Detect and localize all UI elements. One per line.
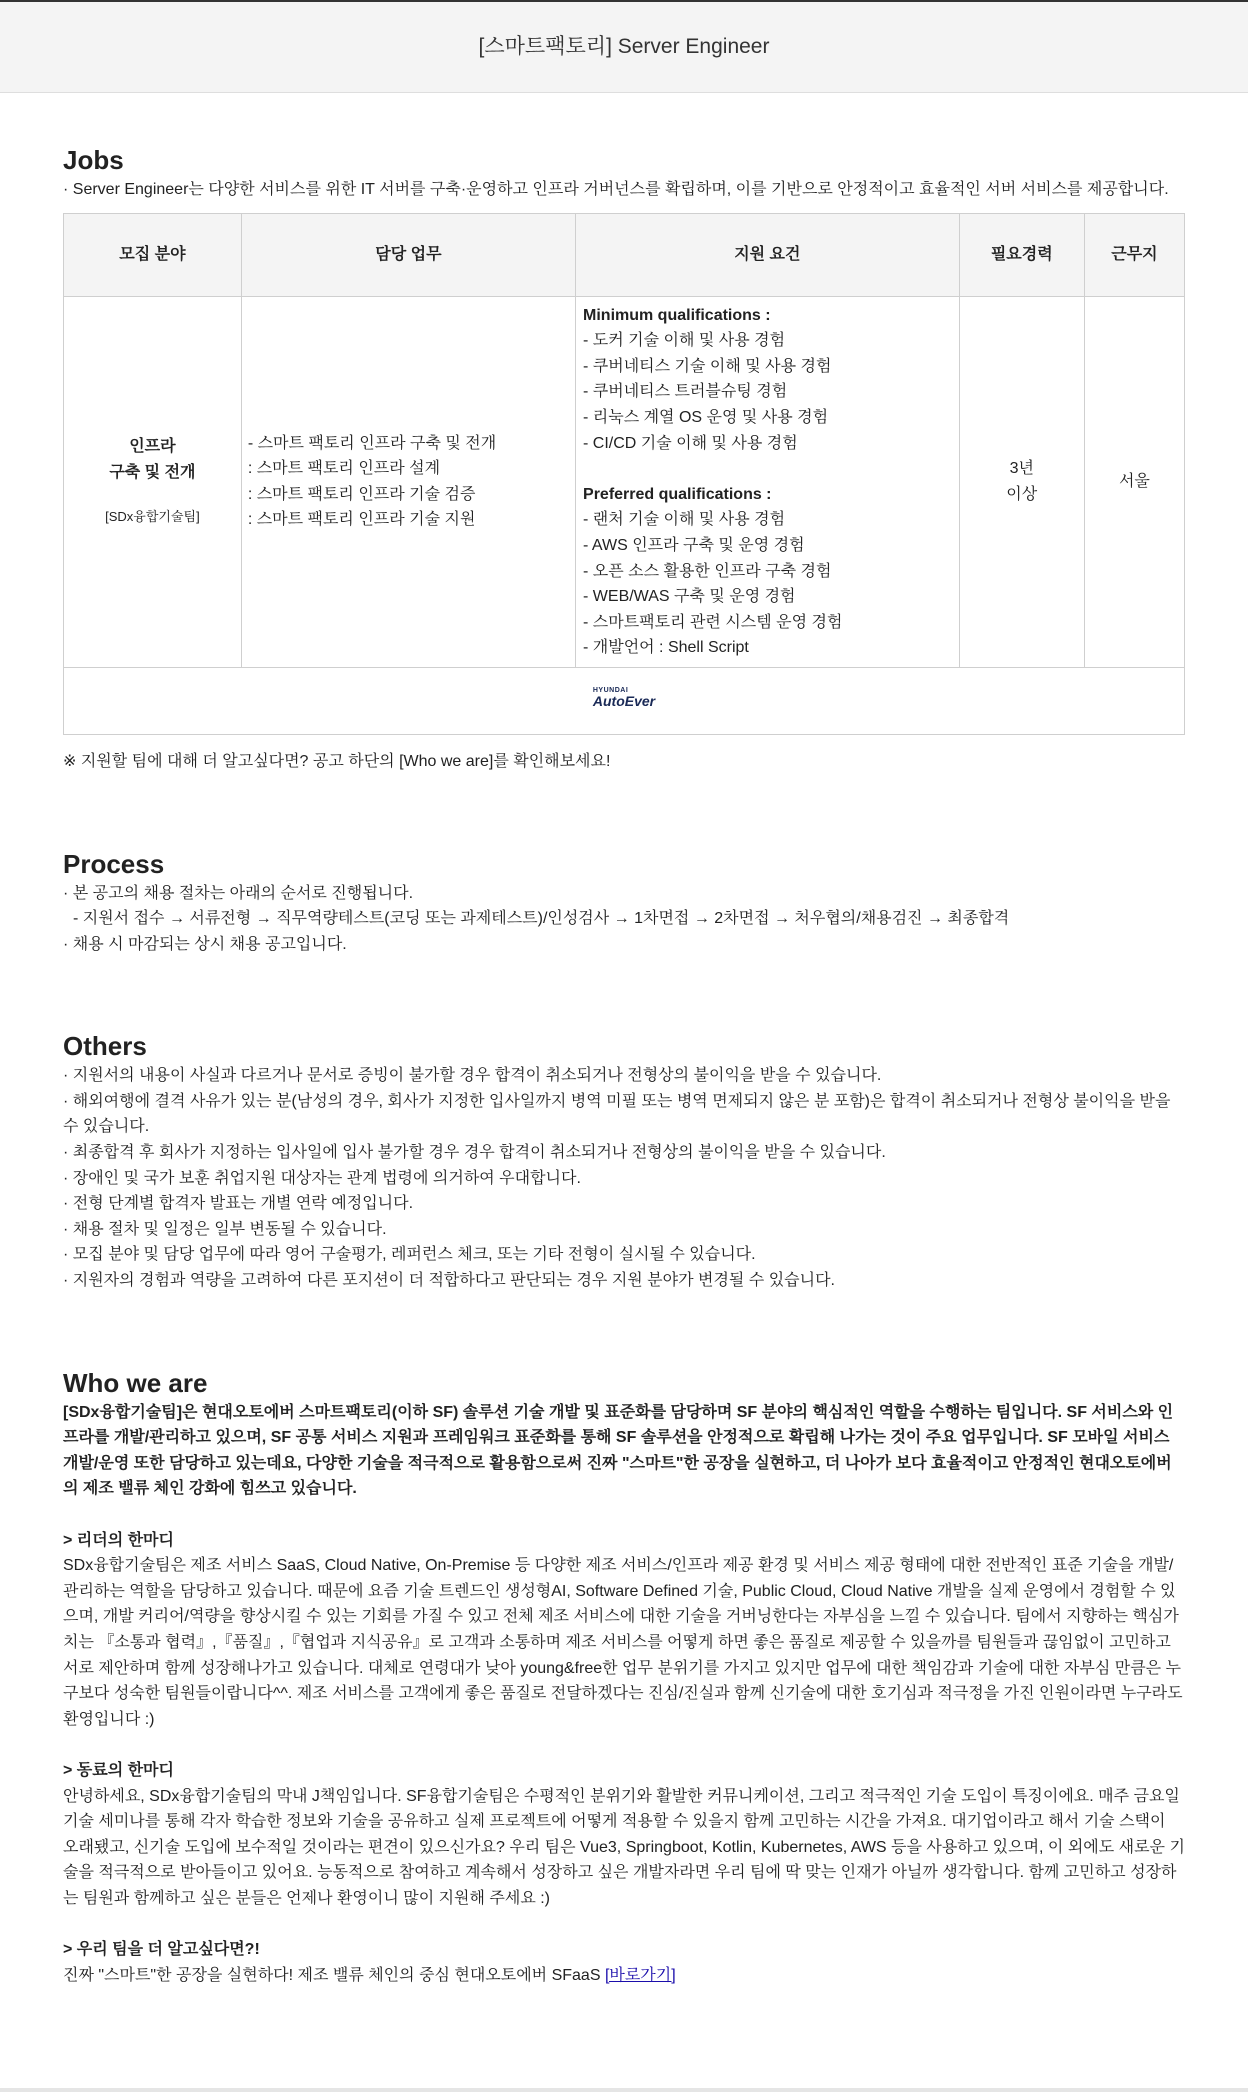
others-line: · 채용 절차 및 일정은 일부 변동될 수 있습니다. xyxy=(63,1220,387,1238)
process-line: · 채용 시 마감되는 상시 채용 공고입니다. xyxy=(63,935,347,953)
spacer xyxy=(583,456,952,482)
header-location: 근무지 xyxy=(1084,213,1184,296)
others-heading: Others xyxy=(63,1031,147,1062)
jobs-table xyxy=(63,213,1185,735)
logo-top-text: HYUNDAI xyxy=(592,687,629,695)
pref-qual-item: - 스마트팩토리 관련 시스템 운영 경험 xyxy=(583,613,843,631)
field-cell xyxy=(64,296,242,667)
header-duty: 담당 업무 xyxy=(241,213,575,296)
header-field: 모집 분야 xyxy=(64,213,242,296)
logo-row xyxy=(64,667,1185,734)
duty-item: : 스마트 팩토리 인프라 기술 지원 xyxy=(247,511,476,529)
others-line: · 해외여행에 결격 사유가 있는 분(남성의 경우, 회사가 지정한 입사일까지 병역 미필 또는 병역 면제되지 않은 분 포함)은 합격이 취소되거나 전형상 불이익을 받을 수 있습니다. xyxy=(63,1092,1171,1136)
duty-cell xyxy=(241,296,575,667)
main-content xyxy=(0,143,1248,1988)
shortcut-link[interactable]: [바로가기] xyxy=(604,1966,676,1984)
logo-main-text: AutoEver xyxy=(592,693,656,710)
others-line: · 지원자의 경험과 역량을 고려하여 다른 포지션이 더 적합하다고 판단되는 경우 지원 분야가 변경될 수 있습니다. xyxy=(63,1272,835,1290)
footer-divider xyxy=(0,2088,1248,2092)
jobs-heading: Jobs xyxy=(63,145,124,175)
duty-item: : 스마트 팩토리 인프라 설계 xyxy=(247,460,441,478)
min-qual-item: - 도커 기술 이해 및 사용 경험 xyxy=(583,332,786,350)
others-line: · 전형 단계별 합격자 발표는 개별 연락 예정입니다. xyxy=(63,1195,414,1213)
pref-qual-item: - 랜처 기술 이해 및 사용 경험 xyxy=(583,511,786,529)
experience-line2: 이상 xyxy=(1006,485,1038,503)
field-team: [SDx융합기술팀] xyxy=(105,508,200,524)
team-note: ※ 지원할 팀에 대해 더 알고싶다면? 공고 하단의 [Who we are]를 확인해보세요! xyxy=(63,752,611,770)
field-title-line1: 인프라 xyxy=(129,438,176,456)
who-section xyxy=(63,1366,1185,1989)
others-line: · 장애인 및 국가 보훈 취업지원 대상자는 관계 법령에 의거하여 우대합니다. xyxy=(63,1169,581,1187)
field-title-line2: 구축 및 전개 xyxy=(109,463,196,481)
who-heading: Who we are xyxy=(63,1367,208,1398)
location-value: 서울 xyxy=(1118,472,1150,490)
min-qual-item: - 리눅스 계열 OS 운영 및 사용 경험 xyxy=(583,408,829,426)
leader-title: > 리더의 한마디 xyxy=(63,1531,174,1549)
header-experience: 필요경력 xyxy=(959,213,1084,296)
leader-text: SDx융합기술팀은 제조 서비스 SaaS, Cloud Native, On-Premise 등 다양한 제조 서비스/인프라 제공 환경 및 서비스 제공 형태에 대한 전반적인 표준 기술을 개발/관리하는 역할을 담당하고 있습니다. 때문에 요즘 기술 트렌드인 생성형AI, Software Defined 기술, Public Cloud, Cloud Native 개발을 실제 운영에서 경험할 수 있으며, 개발 커리어/역량을 향상시킬 수 있는 기회를 가질 수 있고 전체 제조 서비스에 대한 기술을 거버닝한다는 자부심을 느낄 수 있습니다. 팀에서 지향하는 핵심가치는 『소통과 협력』,『품질』,『협업과 지식공유』로 고객과 소통하며 제조 서비스를 어떻게 하면 좋은 품질로 제공할 수 있을까를 팀원들과 끊임없이 고민하고 서로 제안하며 함께 성장해나가고 있습니다. 대체로 연령대가 낮아 young&free한 업무 분위기를 가지고 있지만 업무에 대한 책임감과 기술에 대한 자부심 만큼은 누구보다 성숙한 팀원들이랍니다^^. 제조 서비스를 고객에게 좋은 품질로 전달하겠다는 진심/진실과 함께 신기술에 대한 호기심과 적극정을 가진 인원이라면 누구라도 환영입니다 :) xyxy=(63,1557,1183,1728)
experience-cell xyxy=(959,296,1084,667)
jobs-table-row xyxy=(64,296,1185,667)
duty-item: - 스마트 팩토리 인프라 구축 및 전개 xyxy=(247,434,497,452)
jobs-table-header-row xyxy=(64,213,1185,296)
pref-qual-item: - 오픈 소스 활용한 인프라 구축 경험 xyxy=(583,562,832,580)
process-steps: - 지원서 접수 → 서류전형 → 직무역량테스트(코딩 또는 과제테스트)/인성검사 → 1차면접 → 2차면접 → 처우협의/채용검진 → 최종합격 xyxy=(73,910,1010,928)
peer-title: > 동료의 한마디 xyxy=(63,1761,174,1779)
others-line: · 최종합격 후 회사가 지정하는 입사일에 입사 불가할 경우 경우 합격이 취소되거나 전형상의 불이익을 받을 수 있습니다. xyxy=(63,1144,886,1162)
jobs-intro: · Server Engineer는 다양한 서비스를 위한 IT 서버를 구축·운영하고 인프라 거버넌스를 확립하며, 이를 기반으로 안정적이고 효율적인 서버 서비스를 제공합니다. xyxy=(63,181,1169,198)
min-qual-title: Minimum qualifications : xyxy=(583,306,771,324)
min-qual-item: - 쿠버네티스 기술 이해 및 사용 경험 xyxy=(583,357,832,375)
min-qual-item: - 쿠버네티스 트러블슈팅 경험 xyxy=(583,383,788,401)
who-intro: [SDx융합기술팀]은 현대오토에버 스마트팩토리(이하 SF) 솔루션 기술 개발 및 표준화를 담당하며 SF 분야의 핵심적인 역할을 수행하는 팀입니다. SF 서비스와 인프라를 개발/관리하고 있으며, SF 공통 서비스 지원과 프레임워크 표준화를 통해 SF 솔루션을 안정적으로 확립해 나가는 것이 주요 업무입니다. SF 모바일 서비스 개발/운영 또한 담당하고 있는데요, 다양한 기술을 적극적으로 활용함으로써 진짜 "스마트"한 공장을 실현하고, 더 나아가 보다 효율적이고 안정적인 현대오토에버의 제조 밸류 체인 강화에 힘쓰고 있습니다. xyxy=(63,1403,1174,1498)
page-header xyxy=(0,2,1248,93)
pref-qual-title: Preferred qualifications : xyxy=(583,485,772,503)
more-title: > 우리 팀을 더 알고싶다면?! xyxy=(63,1941,260,1959)
logo-cell xyxy=(64,667,1185,734)
others-line: · 지원서의 내용이 사실과 다르거나 문서로 증빙이 불가할 경우 합격이 취소되거나 전형상의 불이익을 받을 수 있습니다. xyxy=(63,1067,882,1085)
experience-line1: 3년 xyxy=(1009,460,1034,478)
location-cell xyxy=(1084,296,1184,667)
more-line xyxy=(63,1963,1185,1989)
requirements-cell xyxy=(576,296,960,667)
more-text: 진짜 "스마트"한 공장을 실현하다! 제조 밸류 체인의 중심 현대오토에버 SFaaS xyxy=(63,1966,605,1984)
hyundai-autoever-logo xyxy=(593,687,655,708)
pref-qual-item: - AWS 인프라 구축 및 운영 경험 xyxy=(583,536,805,554)
process-heading: Process xyxy=(63,848,165,879)
min-qual-item: - CI/CD 기술 이해 및 사용 경험 xyxy=(583,434,798,452)
others-line: · 모집 분야 및 담당 업무에 따라 영어 구술평가, 레퍼런스 체크, 또는 기타 전형이 실시될 수 있습니다. xyxy=(63,1246,756,1264)
process-section xyxy=(63,847,1185,958)
pref-qual-item: - 개발언어 : Shell Script xyxy=(583,639,749,657)
pref-qual-item: - WEB/WAS 구축 및 운영 경험 xyxy=(583,588,796,606)
others-section xyxy=(63,1029,1185,1293)
duty-item: : 스마트 팩토리 인프라 기술 검증 xyxy=(247,485,476,503)
jobs-section xyxy=(63,143,1185,775)
page-title: [스마트팩토리] Server Engineer xyxy=(478,35,770,59)
header-requirements: 지원 요건 xyxy=(576,213,960,296)
peer-text: 안녕하세요, SDx융합기술팀의 막내 J책임입니다. SF융합기술팀은 수평적인 분위기와 활발한 커뮤니케이션, 그리고 적극적인 기술 도입이 특징이에요. 매주 금요일 기술 세미나를 통해 각자 학습한 정보와 기술을 공유하고 실제 프로젝트에 어떻게 적용할 수 있을지 함께 고민하는 시간을 가져요. 대기업이라고 해서 기술 스택이 오래됐고, 신기술 도입에 보수적일 것이라는 편견이 있으신가요? 우리 팀은 Vue3, Springboot, Kotlin, Kubernetes, AWS 등을 사용하고 있으며, 이 외에도 새로운 기술을 적극적으로 받아들이고 있어요. 능동적으로 참여하고 계속해서 성장하고 싶은 개발자라면 우리 팀에 딱 맞는 인재가 아닐까 생각합니다. 함께 고민하고 성장하는 팀원과 함께하고 싶은 분들은 언제나 환영이니 많이 지원해 주세요 :) xyxy=(63,1787,1185,1907)
process-line: · 본 공고의 채용 절차는 아래의 순서로 진행됩니다. xyxy=(63,884,414,902)
